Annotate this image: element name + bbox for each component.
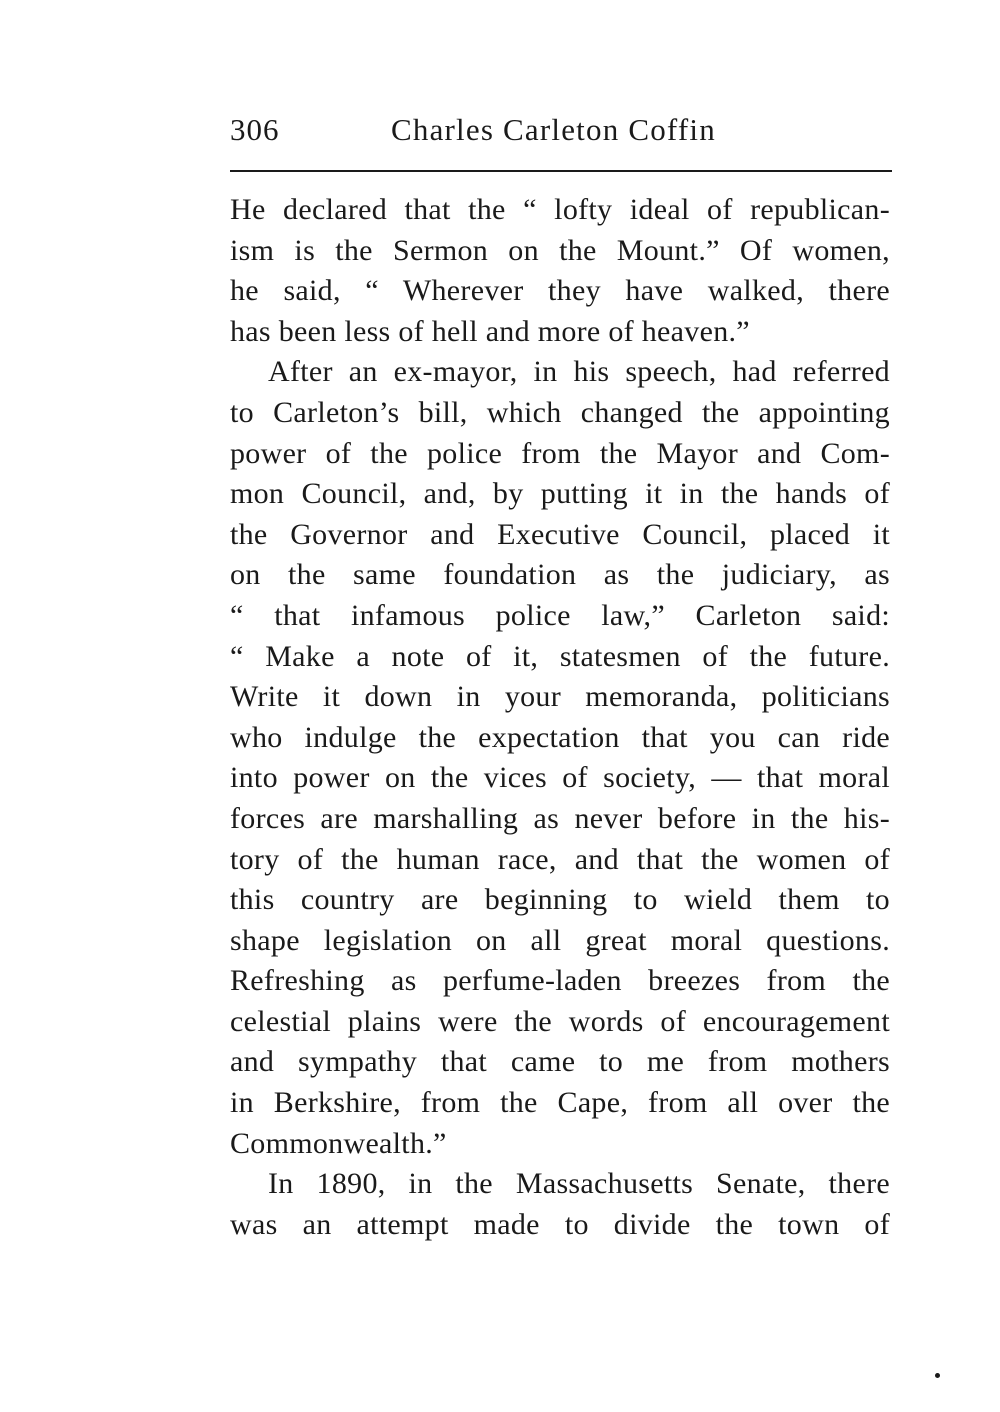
text-line: tory of the human race, and that the women of	[230, 842, 890, 876]
text-line: “ that infamous police law,” Carleton said:	[230, 598, 890, 632]
text-line: He declared that the “ lofty ideal of republican-	[230, 193, 890, 226]
text-line: on the same foundation as the judiciary, as	[230, 558, 890, 592]
text-line: After an ex-mayor, in his speech, had referred	[268, 355, 890, 389]
text-line: was an attempt made to divide the town of	[230, 1207, 890, 1241]
text-line: and sympathy that came to me from mothers	[230, 1045, 890, 1079]
text-line: ism is the Sermon on the Mount.” Of women,	[230, 233, 890, 267]
running-title: Charles Carleton Coffin	[391, 112, 716, 147]
text-line: mon Council, and, by putting it in the hands of	[230, 477, 890, 511]
text-line: into power on the vices of society, — that moral	[230, 761, 890, 795]
text-line: celestial plains were the words of encouragement	[230, 1004, 890, 1038]
header-rule	[230, 170, 892, 172]
text-line: “ Make a note of it, statesmen of the future.	[230, 639, 890, 673]
text-line: In 1890, in the Massachusetts Senate, there	[268, 1167, 890, 1201]
ink-speck	[935, 1373, 940, 1378]
page-number: 306	[230, 112, 280, 147]
text-line: Commonwealth.”	[230, 1126, 447, 1160]
text-line: he said, “ Wherever they have walked, there	[230, 274, 890, 308]
text-line: Write it down in your memoranda, politicians	[230, 680, 890, 714]
text-line: has been less of hell and more of heaven.”	[230, 314, 750, 348]
running-head	[230, 112, 892, 162]
body-text	[230, 190, 890, 1245]
text-line: Refreshing as perfume-laden breezes from the	[230, 964, 890, 998]
text-line: power of the police from the Mayor and Com-	[230, 436, 890, 470]
text-line: the Governor and Executive Council, placed it	[230, 517, 890, 551]
text-line: forces are marshalling as never before in the his-	[230, 801, 890, 835]
text-line: shape legislation on all great moral questions.	[230, 923, 890, 957]
text-line: who indulge the expectation that you can ride	[230, 720, 890, 754]
text-line: in Berkshire, from the Cape, from all over the	[230, 1086, 890, 1120]
text-line: to Carleton’s bill, which changed the appointing	[230, 395, 890, 429]
text-line: this country are beginning to wield them to	[230, 883, 890, 917]
